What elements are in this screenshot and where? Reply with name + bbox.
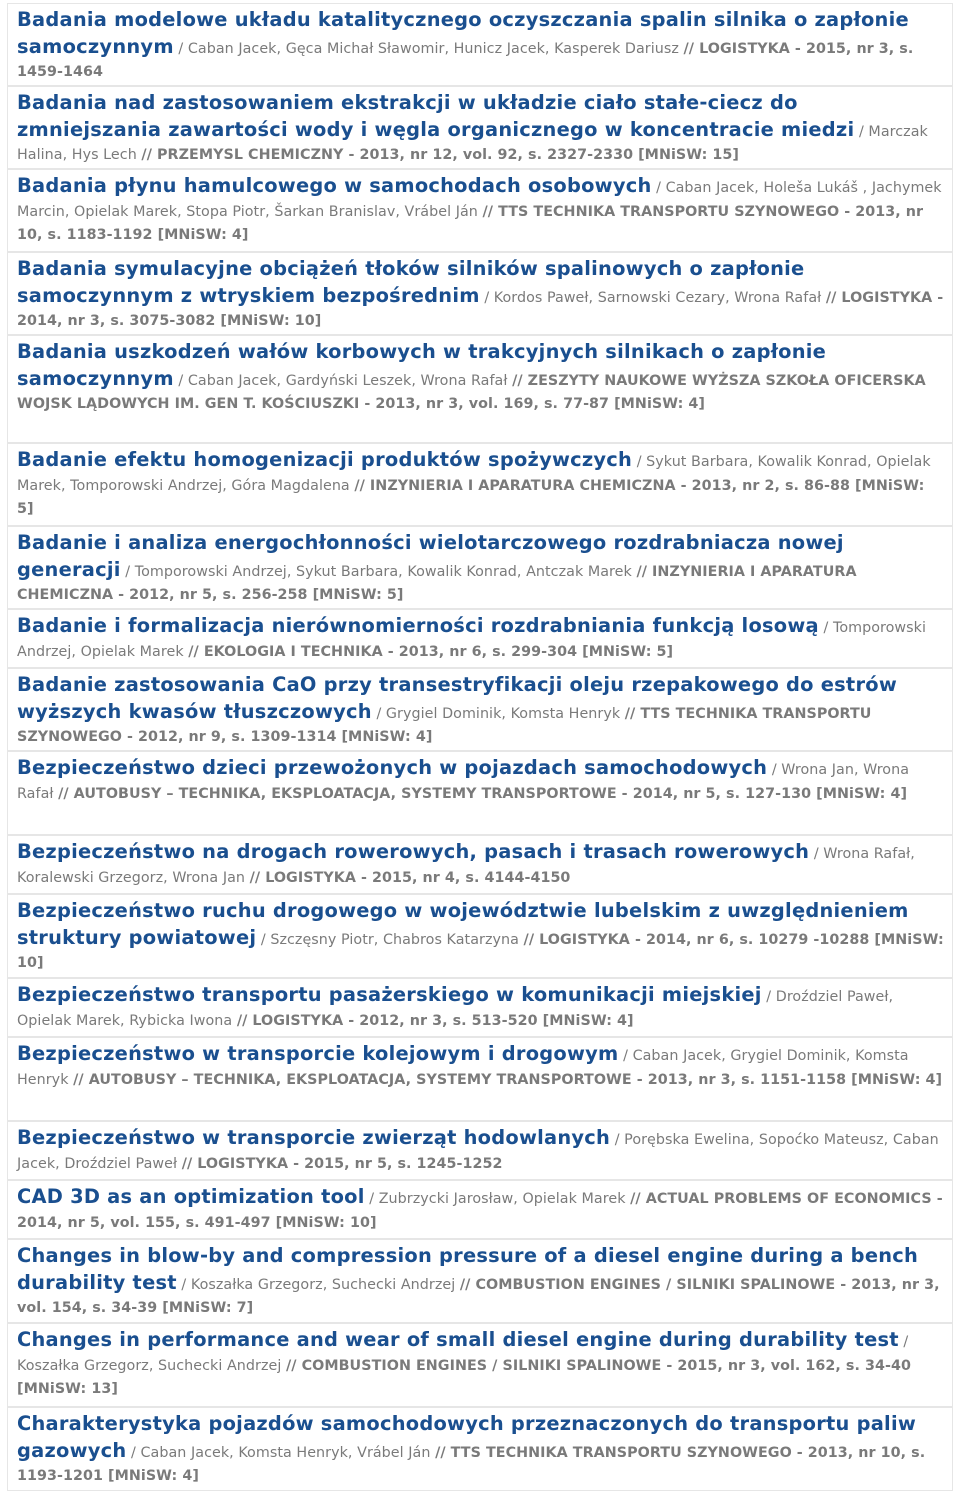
publication-title[interactable]: Bezpieczeństwo na drogach rowerowych, pasach i trasach rowerowych [17,840,810,863]
publication-source: // INZYNIERIA I APARATURA CHEMICZNA - 2013, nr 2, s. 86-88 [MNiSW: 5] [17,477,925,517]
publication-authors: / Caban Jacek, Grygiel Dominik, Komsta Henryk [17,1048,909,1088]
publication-authors: / Marczak Halina, Hys Lech [17,123,928,163]
publication-title[interactable]: Bezpieczeństwo w transporcie kolejowym i drogowym [17,1042,619,1065]
publication-source: // INZYNIERIA I APARATURA CHEMICZNA - 2012, nr 5, s. 256-258 [MNiSW: 5] [17,563,857,603]
publication-title[interactable]: Badania płynu hamulcowego w samochodach osobowych [17,174,652,197]
publication-title[interactable]: Badanie i analiza energochłonności wielotarczowego rozdrabniacza nowej generacji [17,531,844,581]
publication-entry [7,169,953,252]
publication-title[interactable]: Bezpieczeństwo transportu pasażerskiego w komunikacji miejskiej [17,983,762,1006]
publication-source: // ACTUAL PROBLEMS OF ECONOMICS - 2014, nr 5, vol. 155, s. 491-497 [MNiSW: 10] [17,1191,943,1231]
publication-source: // COMBUSTION ENGINES / SILNIKI SPALINOWE - 2013, nr 3, vol. 154, s. 34-39 [MNiSW: 7] [17,1276,940,1316]
publication-authors: / Koszałka Grzegorz, Suchecki Andrzej [17,1334,909,1374]
publication-entry [7,3,953,86]
publication-authors: / Droździel Paweł, Opielak Marek, Rybicka Iwona [17,989,894,1029]
publication-title[interactable]: Bezpieczeństwo ruchu drogowego w województwie lubelskim z uwzględnieniem struktury powiatowej [17,899,909,949]
publication-authors: / Tomporowski Andrzej, Opielak Marek [17,620,927,660]
publication-source: // LOGISTYKA - 2015, nr 5, s. 1245-1252 [181,1155,503,1172]
publication-entry [7,1180,953,1239]
publication-authors: / Kordos Paweł, Sarnowski Cezary, Wrona Rafał [484,289,822,306]
publication-title[interactable]: Badania uszkodzeń wałów korbowych w trakcyjnych silnikach o zapłonie samoczynnym [17,340,827,390]
publication-source: // AUTOBUSY – TECHNIKA, EKSPLOATACJA, SYSTEMY TRANSPORTOWE - 2014, nr 5, s. 127-130 [MNiSW: 4] [58,785,908,802]
publication-authors: / Wrona Rafał, Koralewski Grzegorz, Wrona Jan [17,846,915,886]
publication-authors: / Wrona Jan, Wrona Rafał [17,762,910,802]
publication-source: // ZESZYTY NAUKOWE WYŻSZA SZKOŁA OFICERSKA WOJSK LĄDOWYCH IM. GEN T. KOŚCIUSZKI - 2013, nr 3, vol. 169, s. 77-87 [MNiSW: 4] [17,372,926,412]
publication-authors: / Sykut Barbara, Kowalik Konrad, Opielak Marek, Tomporowski Andrzej, Góra Magdalena [17,454,931,494]
publication-authors: / Koszałka Grzegorz, Suchecki Andrzej [181,1276,456,1293]
publication-title[interactable]: Badanie zastosowania CaO przy transestryfikacji oleju rzepakowego do estrów wyższych kwasów tłuszczowych [17,673,897,723]
publication-entry [7,894,953,978]
publication-authors: / Porębska Ewelina, Sopoćko Mateusz, Caban Jacek, Droździel Paweł [17,1132,939,1172]
publication-title[interactable]: CAD 3D as an optimization tool [17,1185,365,1208]
publication-entry [7,609,953,668]
publication-entry [7,1407,953,1491]
publication-entry [7,335,953,443]
publication-entry [7,668,953,751]
publication-authors: / Zubrzycki Jarosław, Opielak Marek [369,1191,626,1207]
publication-entry [7,751,953,835]
publication-source: // TTS TECHNIKA TRANSPORTU SZYNOWEGO - 2013, nr 10, s. 1183-1192 [MNiSW: 4] [17,203,924,243]
publication-entry [7,1037,953,1121]
publication-entry [7,1121,953,1180]
publication-authors: / Caban Jacek, Gardyński Leszek, Wrona Rafał [178,372,508,389]
publication-source: // TTS TECHNIKA TRANSPORTU SZYNOWEGO - 2012, nr 9, s. 1309-1314 [MNiSW: 4] [17,705,872,745]
publication-title[interactable]: Badania nad zastosowaniem ekstrakcji w układzie ciało stałe-ciecz do zmniejszania zawartości wody i węgla organicznego w koncentracie miedzi [17,91,855,141]
publication-source: // LOGISTYKA - 2015, nr 3, s. 1459-1464 [17,40,914,80]
publication-entry [7,1323,953,1407]
publication-source: // COMBUSTION ENGINES / SILNIKI SPALINOWE - 2015, nr 3, vol. 162, s. 34-40 [MNiSW: 13] [17,1357,911,1397]
publication-title[interactable]: Badanie i formalizacja nierównomierności rozdrabniania funkcją losową [17,614,819,637]
publication-source: // LOGISTYKA - 2014, nr 3, s. 3075-3082 [MNiSW: 10] [17,289,944,329]
publication-authors: / Caban Jacek, Holeša Lukáš , Jachymek Marcin, Opielak Marek, Stopa Piotr, Šarkan Branislav, Vrábel Ján [17,180,942,220]
publication-entry [7,1239,953,1323]
publication-authors: / Caban Jacek, Gęca Michał Sławomir, Hunicz Jacek, Kasperek Dariusz [178,40,679,57]
publication-title[interactable]: Charakterystyka pojazdów samochodowych przeznaczonych do transportu paliw gazowych [17,1412,917,1462]
publication-source: // EKOLOGIA I TECHNIKA - 2013, nr 6, s. 299-304 [MNiSW: 5] [188,643,674,660]
publication-source: // LOGISTYKA - 2014, nr 6, s. 10279 -10288 [MNiSW: 10] [17,931,944,971]
publication-title[interactable]: Badania modelowe układu katalitycznego oczyszczania spalin silnika o zapłonie samoczynnym [17,8,909,58]
publication-title[interactable]: Bezpieczeństwo dzieci przewożonych w pojazdach samochodowych [17,756,768,779]
publication-title[interactable]: Badanie efektu homogenizacji produktów spożywczych [17,448,633,471]
publication-title[interactable]: Changes in blow-by and compression pressure of a diesel engine during a bench durability test [17,1244,919,1294]
publication-entry [7,978,953,1037]
publication-entry [7,526,953,609]
publication-authors: / Grygiel Dominik, Komsta Henryk [376,705,621,722]
publication-entry [7,443,953,526]
publication-title[interactable]: Bezpieczeństwo w transporcie zwierząt hodowlanych [17,1126,611,1149]
publication-authors: / Tomporowski Andrzej, Sykut Barbara, Kowalik Konrad, Antczak Marek [125,563,632,580]
publication-entry [7,835,953,894]
publication-source: // PRZEMYSL CHEMICZNY - 2013, nr 12, vol. 92, s. 2327-2330 [MNiSW: 15] [141,147,740,163]
publication-title[interactable]: Changes in performance and wear of small diesel engine during durability test [17,1328,899,1351]
publication-source: // TTS TECHNIKA TRANSPORTU SZYNOWEGO - 2013, nr 10, s. 1193-1201 [MNiSW: 4] [17,1444,926,1484]
publication-authors: / Szczęsny Piotr, Chabros Katarzyna [260,931,519,948]
publication-source: // LOGISTYKA - 2015, nr 4, s. 4144-4150 [249,869,571,886]
publication-source: // LOGISTYKA - 2012, nr 3, s. 513-520 [MNiSW: 4] [236,1012,634,1029]
publication-entry [7,252,953,335]
publication-source: // AUTOBUSY – TECHNIKA, EKSPLOATACJA, SYSTEMY TRANSPORTOWE - 2013, nr 3, s. 1151-1158 [MNiSW: 4] [73,1071,943,1088]
publication-title[interactable]: Badania symulacyjne obciążeń tłoków silników spalinowych o zapłonie samoczynnym z wtryskiem bezpośrednim [17,257,805,307]
publication-authors: / Caban Jacek, Komsta Henryk, Vrábel Ján [131,1444,431,1461]
publication-entry [7,86,953,169]
